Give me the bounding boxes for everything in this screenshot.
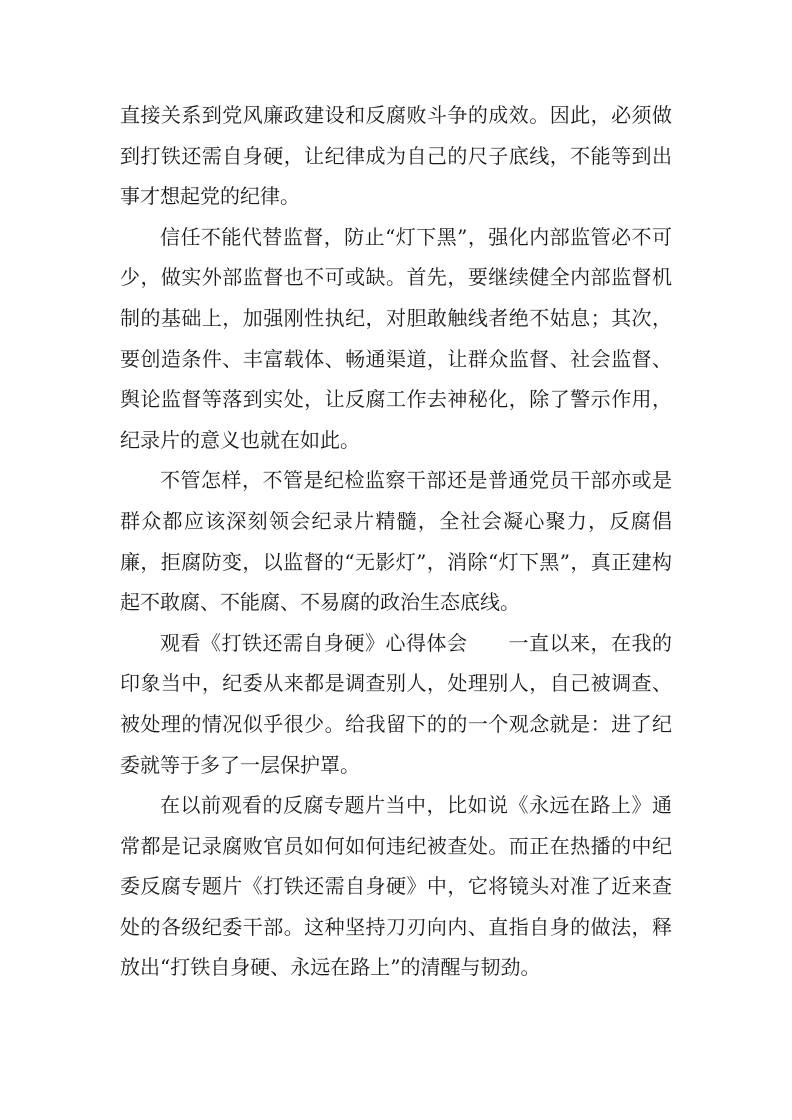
paragraph-4: 观看《打铁还需自身硬》心得体会 一直以来，在我的印象当中，纪委从来都是调查别人，处理别人，自己被调查、被处理的情况似乎很少。给我留下的的一个观念就是：进了纪委就等于多了一层保护罩。 (120, 630, 672, 777)
paragraph-5: 在以前观看的反腐专题片当中，比如说《永远在路上》通常都是记录腐败官员如何如何违纪被查处。而正在热播的中纪委反腐专题片《打铁还需自身硬》中，它将镜头对准了近来查处的各级纪委干部。这种坚持刀刃向内、直指自身的做法，释放出“打铁自身硬、永远在路上”的清醒与韧劲。 (120, 793, 672, 980)
paragraph-2: 信任不能代替监督，防止“灯下黑”，强化内部监管必不可少，做实外部监督也不可或缺。首先，要继续健全内部监督机制的基础上，加强刚性执纪，对胆敢触线者绝不姑息；其次，要创造条件、丰富载体、畅通渠道，让群众监督、社会监督、舆论监督等落到实处，让反腐工作去神秘化，除了警示作用，纪录片的意义也就在如此。 (120, 224, 672, 452)
paragraph-3: 不管怎样，不管是纪检监察干部还是普通党员干部亦或是群众都应该深刻领会纪录片精髓，全社会凝心聚力，反腐倡廉，拒腐防变，以监督的“无影灯”，消除“灯下黑”，真正建构起不敢腐、不能腐、不易腐的政治生态底线。 (120, 468, 672, 615)
document-body (120, 95, 672, 988)
paragraph-1: 直接关系到党风廉政建设和反腐败斗争的成效。因此，必须做到打铁还需自身硬，让纪律成为自己的尺子底线，不能等到出事才想起党的纪律。 (120, 103, 672, 209)
